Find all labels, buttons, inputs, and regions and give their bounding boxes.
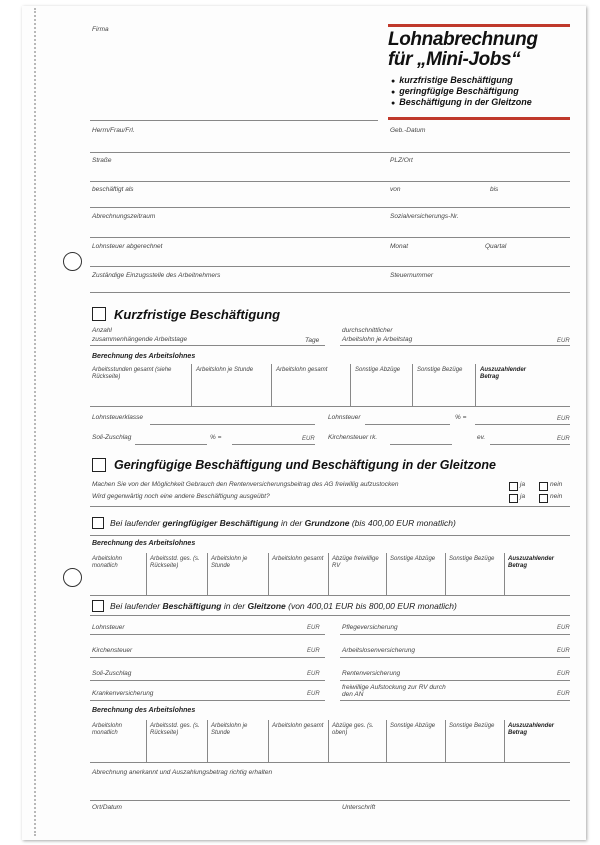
row-line (90, 762, 570, 763)
lohnsteuerklasse-label: Lohnsteuerklasse (92, 414, 143, 421)
row-line (340, 345, 570, 346)
gleitzone-right-label: Rentenversicherung (342, 670, 401, 677)
row-line (90, 181, 570, 182)
row-line (90, 634, 325, 635)
col-lohn-je-stunde: Arbeitslohn je Stunde (196, 367, 254, 373)
col-auszuzahlender-betrag: Auszuzahlender Betrag (480, 367, 527, 380)
eur-unit: EUR (557, 338, 570, 344)
gleitzone-checkbox[interactable] (92, 600, 104, 612)
gleitzone-right-label: Pflegeversicherung (342, 624, 398, 631)
col-sonstige-abzuege: Sonstige Abzüge (390, 556, 436, 562)
eur-unit: EUR (557, 625, 570, 631)
col-sonstige-bezuege: Sonstige Bezüge (449, 723, 495, 729)
von-label: von (390, 186, 401, 193)
lohnsteuer-abgerechnet-label: Lohnsteuer abgerechnet (92, 243, 163, 250)
einzugsstelle-label: Zuständige Einzugsstelle des Arbeitnehmers (92, 272, 221, 279)
title-line-1: Lohnabrechnung (388, 29, 538, 50)
col-auszuzahlender-betrag: Auszuzahlender Betrag (508, 556, 555, 569)
col-abzuege-gesamt: Abzüge ges. (s. oben) (332, 723, 374, 736)
col-lohn-monatlich: Arbeitslohn monatlich (92, 556, 123, 569)
gleitzone-text: in der (221, 601, 248, 611)
row-line (90, 680, 325, 681)
row-line (475, 424, 570, 425)
strasse-label: Straße (92, 157, 112, 164)
row-line (365, 424, 450, 425)
col-divider (445, 720, 446, 762)
col-lohn-monatlich: Arbeitslohn monatlich (92, 723, 123, 736)
gleitzone-text-bold: Beschäftigung (162, 601, 222, 611)
row-line (90, 345, 325, 346)
andere-nein-checkbox[interactable] (539, 494, 548, 503)
form-title (388, 30, 538, 70)
col-lohn-gesamt: Arbeitslohn gesamt (272, 556, 324, 562)
col-divider (412, 364, 413, 406)
gleitzone-line (110, 601, 457, 611)
question-andere-beschaeftigung: Wird gegenwärtig noch eine andere Beschäftigung ausgeübt? (92, 493, 270, 500)
kurzfristig-heading: Kurzfristige Beschäftigung (114, 307, 281, 322)
bullet-kurzfristig: ● kurzfristige Beschäftigung (391, 75, 513, 85)
col-divider (268, 553, 269, 595)
steuernummer-label: Steuernummer (390, 272, 433, 279)
punch-hole (63, 568, 82, 587)
eur-unit: EUR (307, 671, 320, 677)
row-line (90, 595, 570, 596)
kirchensteuer-label: Kirchensteuer rk. (328, 434, 378, 441)
gleitzone-right-label: freiwillige Aufstockung zur RV durch den AN (342, 684, 446, 698)
col-lohn-je-stunde: Arbeitslohn je Stunde (211, 556, 248, 569)
ja-label: ja (520, 493, 526, 500)
col-divider (191, 364, 192, 406)
arbeitstage-label: zusammenhängende Arbeitstage (92, 336, 188, 343)
firma-label: Firma (92, 26, 109, 33)
col-lohn-je-stunde: Arbeitslohn je Stunde (211, 723, 248, 736)
grundzone-range: (bis 400,00 EUR monatlich) (349, 518, 456, 528)
tage-label: Tage (305, 337, 320, 344)
bullet-gleitzone: ● Beschäftigung in der Gleitzone (391, 97, 532, 107)
grundzone-zone: Grundzone (304, 518, 350, 528)
row-line (390, 444, 452, 445)
eur-unit: EUR (307, 625, 320, 631)
anerkannt-label: Abrechnung anerkannt und Auszahlungsbetrag richtig erhalten (92, 769, 273, 776)
row-line (90, 506, 570, 507)
sv-nr-label: Sozialversicherungs-Nr. (390, 213, 459, 220)
beschaeftigt-als-label: beschäftigt als (92, 186, 134, 193)
col-sonstige-bezuege: Sonstige Bezüge (417, 367, 463, 373)
arbeitslohn-je-tag-label: Arbeitslohn je Arbeitstag (342, 336, 413, 343)
nein-label: nein (550, 493, 563, 500)
eur-unit: EUR (557, 691, 570, 697)
percent-label: % = (210, 434, 222, 441)
col-lohn-gesamt: Arbeitslohn gesamt (272, 723, 324, 729)
gleitzone-text: Bei laufender (110, 601, 163, 611)
row-line (340, 657, 570, 658)
col-divider (207, 720, 208, 762)
col-divider (504, 553, 505, 595)
berechnung-heading: Berechnung des Arbeitslohnes (92, 707, 196, 714)
grundzone-text-bold: geringfügiger Beschäftigung (162, 518, 279, 528)
andere-ja-checkbox[interactable] (509, 494, 518, 503)
durchschnittlicher-label: durchschnittlicher (342, 327, 393, 334)
col-divider (328, 720, 329, 762)
col-stunden-gesamt: Arbeitsstd. ges. (s. Rückseite) (150, 723, 200, 736)
col-divider (207, 553, 208, 595)
col-sonstige-bezuege: Sonstige Bezüge (449, 556, 495, 562)
row-line (90, 152, 570, 153)
col-abzuege-rv: Abzüge freiwillige RV (332, 556, 379, 569)
col-divider (146, 720, 147, 762)
signature-line (90, 800, 570, 801)
anzahl-label: Anzahl (92, 327, 112, 334)
grundzone-line (110, 518, 456, 528)
eur-unit: EUR (302, 436, 315, 442)
col-divider (146, 553, 147, 595)
row-line (90, 237, 570, 238)
unterschrift-label: Unterschrift (342, 804, 376, 811)
title-accent-top (388, 24, 570, 27)
title-accent-bottom (388, 117, 570, 120)
col-sonstige-abzuege: Sonstige Abzüge (390, 723, 436, 729)
ort-datum-label: Ort/Datum (92, 804, 122, 811)
percent-label: % = (455, 414, 467, 421)
gleitzone-left-label: Lohnsteuer (92, 624, 125, 631)
geb-datum-label: Geb.-Datum (390, 127, 426, 134)
berechnung-heading: Berechnung des Arbeitslohnes (92, 353, 196, 360)
eur-unit: EUR (557, 436, 570, 442)
gleitzone-left-label: Kirchensteuer (92, 647, 133, 654)
gleitzone-left-label: Soli-Zuschlag (92, 670, 132, 677)
col-divider (350, 364, 351, 406)
perforation-line (34, 8, 36, 836)
col-divider (504, 720, 505, 762)
row-line (490, 444, 570, 445)
row-line (135, 444, 207, 445)
col-divider (386, 553, 387, 595)
row-line (340, 680, 570, 681)
berechnung-heading: Berechnung des Arbeitslohnes (92, 540, 196, 547)
title-line-2: für „Mini-Jobs“ (388, 49, 521, 70)
row-line (90, 292, 570, 293)
grundzone-text: in der (278, 518, 305, 528)
abrechnungszeitraum-label: Abrechnungszeitraum (92, 213, 156, 220)
geringfuegig-checkbox[interactable] (92, 458, 106, 472)
ev-label: ev. (477, 434, 486, 441)
grundzone-text: Bei laufender (110, 518, 163, 528)
row-line (90, 406, 570, 407)
kurzfristig-checkbox[interactable] (92, 307, 106, 321)
punch-hole (63, 252, 82, 271)
aufstockung-ja-checkbox[interactable] (509, 482, 518, 491)
bis-label: bis (490, 186, 499, 193)
aufstockung-nein-checkbox[interactable] (539, 482, 548, 491)
col-auszuzahlender-betrag: Auszuzahlender Betrag (508, 723, 555, 736)
col-lohn-gesamt: Arbeitslohn gesamt (276, 367, 328, 373)
name-label: Herrn/Frau/Frl. (92, 127, 135, 134)
row-line (90, 207, 570, 208)
ja-label: ja (520, 481, 526, 488)
gleitzone-left-label: Krankenversicherung (92, 690, 154, 697)
row-line (90, 266, 570, 267)
eur-unit: EUR (557, 671, 570, 677)
firma-line (90, 120, 378, 121)
bullet-geringfuegig: ● geringfügige Beschäftigung (391, 86, 519, 96)
row-line (340, 634, 570, 635)
row-line (90, 700, 325, 701)
plz-ort-label: PLZ/Ort (390, 157, 413, 164)
nein-label: nein (550, 481, 563, 488)
row-line (232, 444, 315, 445)
gleitzone-zone: Gleitzone (247, 601, 286, 611)
eur-unit: EUR (557, 648, 570, 654)
eur-unit: EUR (307, 648, 320, 654)
col-sonstige-abzuege: Sonstige Abzüge (355, 367, 401, 373)
row-line (90, 657, 325, 658)
row-line (340, 700, 570, 701)
question-aufstockung: Machen Sie von der Möglichkeit Gebrauch den Rentenversicherungsbeitrag des AG freiwillig aufzustocken (92, 481, 399, 488)
grundzone-checkbox[interactable] (92, 517, 104, 529)
col-divider (268, 720, 269, 762)
eur-unit: EUR (557, 416, 570, 422)
gleitzone-range: (von 400,01 EUR bis 800,00 EUR monatlich) (285, 601, 457, 611)
soli-label: Soli-Zuschlag (92, 434, 132, 441)
col-divider (386, 720, 387, 762)
eur-unit: EUR (307, 691, 320, 697)
gleitzone-right-label: Arbeitslosenversicherung (342, 647, 415, 654)
row-line (90, 535, 570, 536)
lohnsteuer-label: Lohnsteuer (328, 414, 361, 421)
col-arbeitsstunden: Arbeitsstunden gesamt (siehe Rückseite) (92, 367, 172, 380)
row-line (90, 615, 570, 616)
monat-label: Monat (390, 243, 409, 250)
col-divider (328, 553, 329, 595)
quartal-label: Quartal (485, 243, 507, 250)
col-divider (445, 553, 446, 595)
geringfuegig-heading: Geringfügige Beschäftigung und Beschäftigung in der Gleitzone (114, 458, 496, 472)
col-divider (475, 364, 476, 406)
row-line (150, 424, 315, 425)
col-stunden-gesamt: Arbeitsstd. ges. (s. Rückseite) (150, 556, 200, 569)
col-divider (271, 364, 272, 406)
